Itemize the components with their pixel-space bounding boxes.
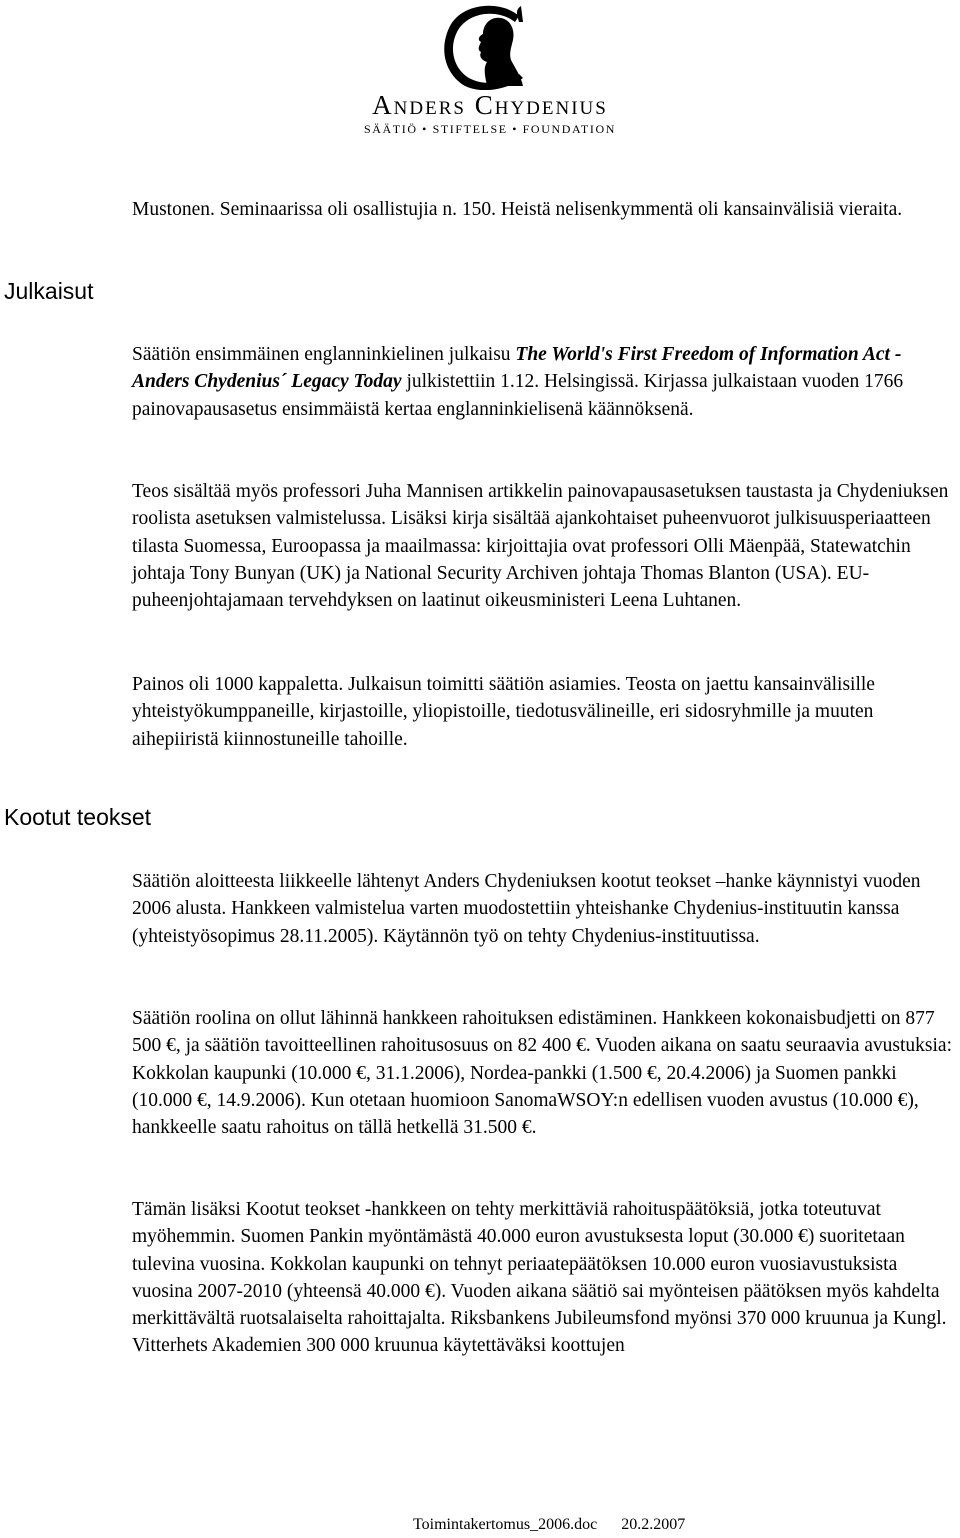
section-heading-kootut-teokset: Kootut teokset — [4, 804, 152, 830]
footer-date: 20.2.2007 — [621, 1516, 686, 1533]
foundation-logo — [340, 0, 640, 142]
paragraph-seminar: Mustonen. Seminaarissa oli osallistujia n. 150. Heistä nelisenkymmentä oli kansainvälisiä vieraita. — [132, 199, 903, 220]
book-title: The World's First Freedom of Information Act - Anders Chydenius´ Legacy Today — [132, 344, 902, 393]
paragraph-funding: Säätiön roolina on ollut lähinnä hankkeen rahoituksen edistäminen. Hankkeen kokonaisbudjetti on 877 500 €, ja säätiön tavoitteellinen rahoitusosuus on 82 400 €. Vuoden aikana on saatu seuraavia avustuksia: Kokkolan kaupunki (10.000 €, 31.1.2006), Nordea-pankki (1.500 €, 20.4.2006) ja Suomen pankki (10.000 €, 14.9.2006). Kun otetaan huomioon SanomaWSOY:n edellisen vuoden avustus (10.000 €), hankkeelle saatu rahoitus on tällä hetkellä 31.500 €. — [132, 1008, 952, 1139]
paragraph-book-contents: Teos sisältää myös professori Juha Mannisen artikkelin painovapausasetuksen taustasta ja Chydeniuksen roolista asetuksen valmistelussa. Lisäksi kirja sisältää ajankohtaiset puheenvuorot julkisuusperiaatteen tilasta Suomessa, Euroopassa ja maailmassa: kirjoittajia ovat professori Olli Mäenpää, Statewatchin johtaja Tony Bunyan (UK) ja National Security Archiven johtaja Thomas Blanton (USA). EU-puheenjohtajamaan tervehdyksen on laatinut oikeusministeri Leena Luhtanen. — [132, 481, 949, 612]
paragraph-first-publication-intro: Säätiön ensimmäinen englanninkielinen julkaisu — [132, 344, 516, 365]
logo-name: Anders Chydenius — [372, 90, 608, 120]
logo-subtitle: SÄÄTIÖ • STIFTELSE • FOUNDATION — [363, 122, 616, 136]
paragraph-collected-works-start: Säätiön aloitteesta liikkeelle lähtenyt Anders Chydeniuksen kootut teokset –hanke käynnistyi vuoden 2006 alusta. Hankkeen valmistelua varten muodostettiin yhteishanke Chydenius-instituutin kanssa (yhteistyösopimus 28.11.2005). Käytännön työ on tehty Chydenius-instituutissa. — [132, 871, 921, 947]
section-heading-julkaisut: Julkaisut — [4, 278, 94, 304]
footer-filename: Toimintakertomus_2006.doc — [413, 1516, 598, 1533]
page-footer — [413, 1516, 685, 1534]
paragraph-print-run: Painos oli 1000 kappaletta. Julkaisun toimitti säätiön asiamies. Teosta on jaettu kansainvälisille yhteistyökumppaneille, kirjastoille, yliopistoille, tiedotusvälineille, eri sidosryhmille ja muuten aihepiiristä kiinnostuneille tahoille. — [132, 674, 875, 750]
paragraph-funding-decisions: Tämän lisäksi Kootut teokset -hankkeen on tehty merkittäviä rahoituspäätöksiä, jotka toteutuvat myöhemmin. Suomen Pankin myöntämästä 40.000 euron avustuksesta loput (30.000 €) suoritetaan tulevina vuosina. Kokkolan kaupunki on tehnyt periaatepäätöksen 10.000 euron vuosiavustuksista vuosina 2007-2010 (yhteensä 40.000 €). Vuoden aikana säätiö sai myönteisen päätöksen myös kahdelta merkittävältä ruotsalaiselta rahoittajalta. Riksbankens Jubileumsfond myönsi 370 000 kruunua ja Kungl. Vitterhets Akademien 300 000 kruunua käytettäväksi koottujen — [132, 1199, 947, 1357]
paragraph-first-publication-rest: julkistettiin 1.12. Helsingissä. Kirjassa julkaistaan vuoden 1766 painovapausasetus ensimmäistä kertaa englanninkielisenä käännöksenä. — [132, 371, 904, 420]
portrait-c-emblem-icon — [435, 2, 545, 90]
paragraph-first-publication — [132, 341, 952, 423]
